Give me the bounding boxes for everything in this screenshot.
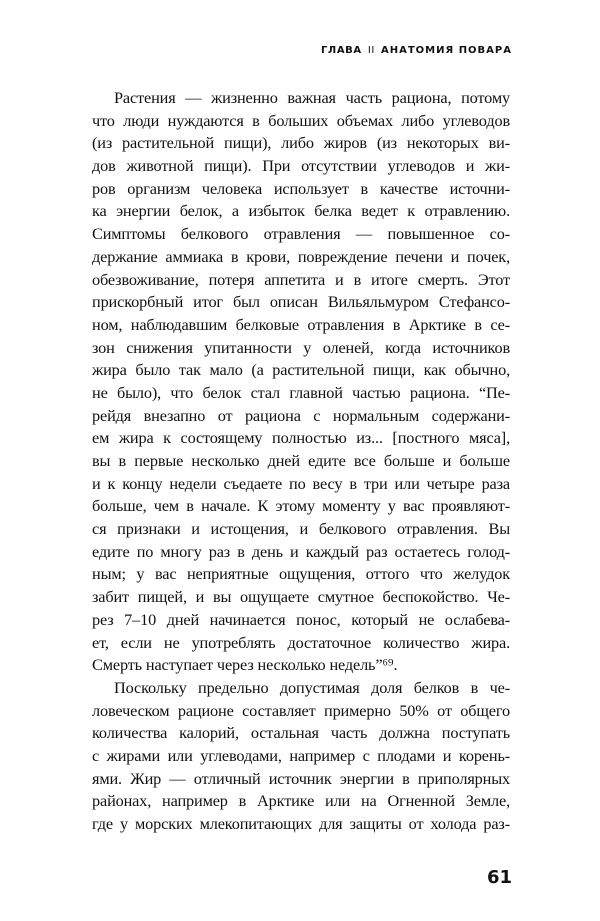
text-line: с жирами или углеводами, например с плодами и корень- [92, 745, 510, 765]
text-line: ями. Жир — отличный источник энергии в приполярных [92, 768, 510, 788]
text-line: держание аммиака в крови, повреждение печени и почек, [92, 246, 510, 266]
text-line: ет, если не употреблять достаточное количество жира. [92, 632, 510, 652]
text-line: прискорбный итог был описан Вильяльмуром Стефансо- [92, 292, 510, 312]
text-line: Поскольку предельно допустимая доля белков в че- [114, 677, 510, 697]
text-line: ся признаки и истощения, и белкового отравления. Вы [92, 519, 510, 539]
page-number: 61 [486, 867, 512, 888]
text-line: что люди нуждаются в больших объемах либо углеводов [92, 110, 510, 130]
text-line: забит пищей, и вы ощущаете смутное беспокойство. Че- [92, 587, 510, 607]
chapter-title: АНАТОМИЯ ПОВАРА [381, 45, 512, 56]
text-line: ров организм человека использует в качестве источни- [92, 178, 510, 198]
text-line: не было), что белок стал главной частью рациона. “Пе- [92, 382, 510, 402]
text-line: вы в первые несколько дней едите все больше и больше [92, 451, 510, 470]
paragraph-1 [92, 87, 510, 677]
chapter-label: ГЛАВА [320, 45, 362, 56]
text-line: ем жира к состоящему полностью из... [постного мяса], [92, 428, 510, 448]
text-line: едите по многу раз в день и каждый раз остаетесь голод- [92, 541, 510, 561]
text-line: ловеческом рационе составляет примерно 50% от общего [92, 700, 510, 720]
text-line: Смерть наступает через несколько недель”⁶⁹. [92, 655, 398, 675]
text-line: обезвоживание, потеря аппетита и в итоге смерть. Этот [92, 269, 510, 289]
body-text [92, 87, 510, 836]
text-line: и к концу недели съедаете по весу в три или четыре раза [92, 473, 510, 493]
text-line: Растения — жизненно важная часть рациона, потому [114, 88, 510, 107]
chapter-number: II [367, 45, 375, 56]
text-line: ным; у вас неприятные ощущения, оттого что желудок [92, 564, 510, 584]
paragraph-2 [92, 677, 510, 836]
text-line: больше, чем в начале. К этому моменту у вас проявляют- [92, 496, 510, 516]
text-line: жира было так мало (а растительной пищи, как обычно, [92, 360, 510, 380]
text-line: количества калорий, остальная часть должна поступать [92, 723, 510, 743]
running-head [321, 45, 512, 56]
text-line: ка энергии белок, а избыток белка ведет к отравлению. [92, 201, 510, 221]
text-line: где у морских млекопитающих для защиты от холода раз- [92, 814, 510, 833]
text-line: (из растительной пищи), либо жиров (из некоторых ви- [92, 133, 510, 153]
text-line: дов животной пищи). При отсутствии углеводов и жи- [92, 156, 510, 176]
text-line: Симптомы белкового отравления — повышенное со- [92, 224, 510, 244]
text-line: ном, наблюдавшим белковые отравления в Арктике в се- [92, 314, 510, 334]
text-line: зон снижения упитанности у оленей, когда источников [92, 337, 510, 357]
text-line: рез 7–10 дней начинается понос, который не ослабева- [92, 609, 510, 629]
text-line: районах, например в Арктике или на Огненной Земле, [92, 791, 510, 811]
text-line: рейдя внезапно от рациона с нормальным содержани- [92, 405, 510, 425]
